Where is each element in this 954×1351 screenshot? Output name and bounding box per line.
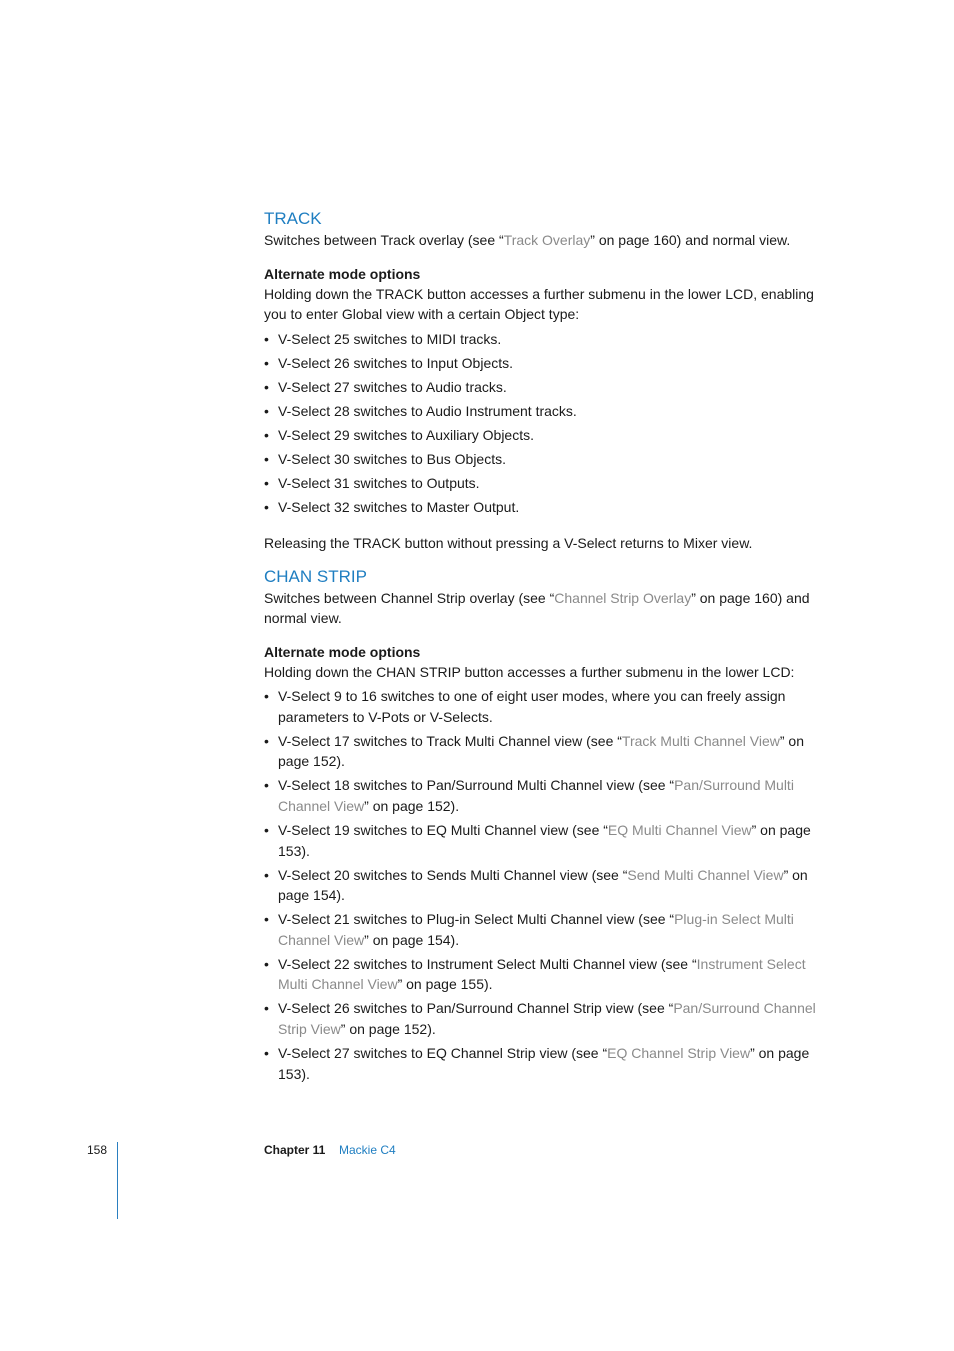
chan-strip-intro (264, 588, 834, 629)
chan-strip-bullet-list (264, 686, 834, 1084)
list-item: • V-Select 20 switches to Sends Multi Channel view (see “Send Multi Channel View” on page 154). (264, 865, 834, 906)
page-number: 158 (87, 1143, 108, 1157)
list-item: • V-Select 25 switches to MIDI tracks. (264, 329, 834, 350)
footer-divider (117, 1142, 118, 1219)
list-item: • V-Select 19 switches to EQ Multi Channel view (see “EQ Multi Channel View” on page 153). (264, 820, 834, 861)
link-plug-in-select-multi-channel-view[interactable]: Plug-in Select Multi Channel View (278, 911, 794, 948)
track-intro-text: Switches between Track overlay (see “ (264, 232, 504, 248)
section-heading-chan-strip: CHAN STRIP (264, 566, 367, 586)
chan-strip-alt-text: Holding down the CHAN STRIP button accesses a further submenu in the lower LCD: (264, 663, 795, 680)
chan-strip-subheading: Alternate mode options (264, 643, 421, 660)
section-heading-track: TRACK (264, 209, 322, 228)
chapter-label: Chapter 11 (264, 1143, 326, 1157)
link-pan-surround-channel-strip-view[interactable]: Pan/Surround Channel Strip View (278, 1000, 816, 1037)
link-track-overlay[interactable]: Track Overlay (503, 232, 591, 248)
link-send-multi-channel-view[interactable]: Send Multi Channel View (627, 866, 784, 883)
list-item: • V-Select 26 switches to Pan/Surround Channel Strip view (see “Pan/Surround Channel Strip View” on page 152). (264, 998, 834, 1039)
chan-strip-intro-text-end: ” on page 160) and normal view. (264, 589, 810, 627)
track-intro-text-end: ” on page 160) and normal view. (590, 232, 791, 248)
chan-strip-intro-text: Switches between Channel Strip overlay (see “ (264, 589, 555, 606)
list-item: • V-Select 31 switches to Outputs. (264, 473, 834, 494)
track-alt-text: Holding down the TRACK button accesses a further submenu in the lower LCD, enabling you to enter Global view with a certain Object type: (264, 285, 814, 322)
page-body (264, 208, 834, 1088)
list-item: • V-Select 18 switches to Pan/Surround Multi Channel view (see “Pan/Surround Multi Channel View” on page 152). (264, 775, 834, 816)
list-item: • V-Select 28 switches to Audio Instrument tracks. (264, 401, 834, 422)
list-item: • V-Select 22 switches to Instrument Select Multi Channel view (see “Instrument Select Multi Channel View” on page 155). (264, 954, 834, 995)
chapter-title-link[interactable]: Mackie C4 (339, 1143, 396, 1157)
link-track-multi-channel-view[interactable]: Track Multi Channel View (621, 732, 780, 749)
list-item: • V-Select 27 switches to EQ Channel Strip view (see “EQ Channel Strip View” on page 153). (264, 1043, 834, 1084)
link-pan-surround-multi-channel-view[interactable]: Pan/Surround Multi Channel View (278, 777, 794, 814)
link-instrument-select-multi-channel-view[interactable]: Instrument Select Multi Channel View (278, 955, 806, 993)
list-item: • V-Select 9 to 16 switches to one of eight user modes, where you can freely assign parameters to V-Pots or V-Selects. (264, 686, 834, 727)
track-subheading: Alternate mode options (264, 265, 421, 282)
list-item: • V-Select 26 switches to Input Objects. (264, 353, 834, 374)
link-channel-strip-overlay[interactable]: Channel Strip Overlay (554, 589, 692, 606)
track-closing: Releasing the TRACK button without pressing a V-Select returns to Mixer view. (264, 535, 753, 552)
link-eq-channel-strip-view[interactable]: EQ Channel Strip View (607, 1045, 751, 1061)
list-item: • V-Select 27 switches to Audio tracks. (264, 377, 834, 398)
track-bullet-list (264, 329, 834, 518)
track-intro (264, 230, 834, 251)
list-item: • V-Select 17 switches to Track Multi Channel view (see “Track Multi Channel View” on page 152). (264, 731, 834, 772)
list-item: • V-Select 30 switches to Bus Objects. (264, 449, 834, 470)
list-item: • V-Select 32 switches to Master Output. (264, 497, 834, 518)
list-item: • V-Select 21 switches to Plug-in Select Multi Channel view (see “Plug-in Select Multi Channel View” on page 154). (264, 909, 834, 950)
list-item: • V-Select 29 switches to Auxiliary Objects. (264, 425, 834, 446)
link-eq-multi-channel-view[interactable]: EQ Multi Channel View (607, 822, 752, 839)
